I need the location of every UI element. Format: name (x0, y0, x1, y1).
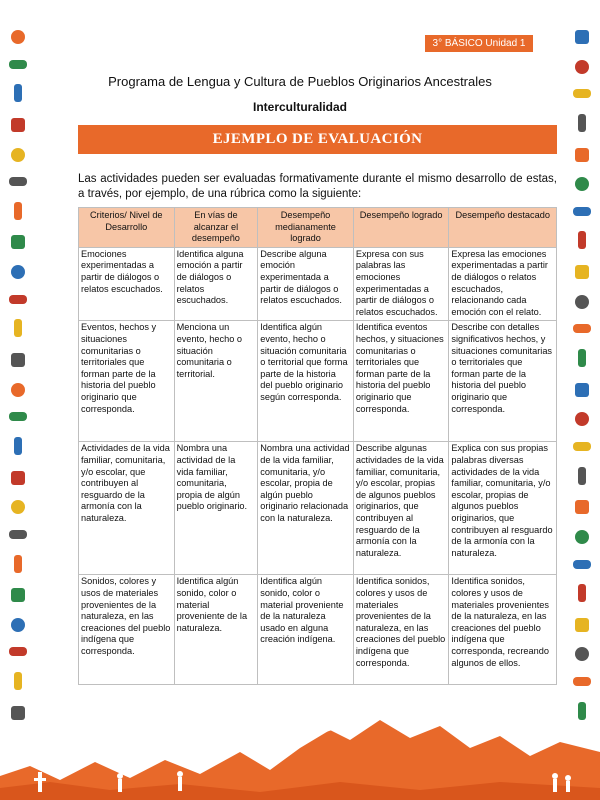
decorative-icon-column-right (570, 30, 594, 720)
decorative-pattern-icon (578, 114, 586, 132)
table-cell: Identifica algún sonido, color o material proveniente de la naturaleza. (174, 575, 258, 685)
decorative-pattern-icon (14, 202, 22, 220)
footer-landscape-illustration (0, 690, 600, 800)
table-cell: Explica con sus propias palabras diversas actividades de la vida familiar, comunitaria, y/o escolar, propias de algunos pueblos originarios, que contribuyen al resguardo de la armonía con la naturaleza. (449, 442, 557, 575)
header-level-1: En vías de alcanzar el desempeño (174, 208, 258, 248)
header-level-2: Desempeño medianamente logrado (258, 208, 354, 248)
decorative-pattern-icon (575, 30, 589, 44)
grade-unit-badge: 3° BÁSICO Unidad 1 (425, 35, 533, 52)
decorative-pattern-icon (14, 555, 22, 573)
decorative-pattern-icon (578, 231, 586, 249)
decorative-pattern-icon (575, 383, 589, 397)
table-cell: Identifica eventos hechos, y situaciones comunitarias o territoriales que forman parte de la historia del pueblo originario que corresponda. (353, 321, 449, 442)
decorative-pattern-icon (11, 471, 25, 485)
table-cell: Identifica alguna emoción a partir de diálogos o relatos escuchados. (174, 247, 258, 321)
table-cell: Nombra una actividad de la vida familiar, comunitaria, y/o escolar, propia de algún pueblo originario relacionada con la naturaleza. (258, 442, 354, 575)
rubric-header-row (79, 208, 557, 248)
decorative-pattern-icon (14, 672, 22, 690)
document-subtitle: Interculturalidad (252, 100, 347, 114)
table-row (79, 575, 557, 685)
decorative-pattern-icon (11, 353, 25, 367)
decorative-pattern-icon (9, 647, 27, 656)
decorative-pattern-icon (11, 618, 25, 632)
decorative-pattern-icon (11, 148, 25, 162)
header-level-3: Desempeño logrado (353, 208, 449, 248)
decorative-pattern-icon (573, 89, 591, 98)
table-cell: Expresa con sus palabras las emociones experimentadas a partir de diálogos o relatos escuchados. (353, 247, 449, 321)
decorative-pattern-icon (9, 60, 27, 69)
header-criteria: Criterios/ Nivel de Desarrollo (79, 208, 175, 248)
decorative-pattern-icon (9, 295, 27, 304)
decorative-pattern-icon (573, 324, 591, 333)
decorative-pattern-icon (11, 118, 25, 132)
table-cell: Eventos, hechos y situaciones comunitarias o territoriales que forman parte de la historia del pueblo originario que corresponda. (79, 321, 175, 442)
table-cell: Nombra una actividad de la vida familiar, comunitaria, propia de algún pueblo originario. (174, 442, 258, 575)
table-cell: Sonidos, colores y usos de materiales provenientes de la naturaleza, en las creaciones del pueblo indígena que corresponda. (79, 575, 175, 685)
section-banner: EJEMPLO DE EVALUACIÓN (78, 125, 557, 154)
decorative-pattern-icon (573, 442, 591, 451)
decorative-pattern-icon (11, 588, 25, 602)
decorative-pattern-icon (9, 177, 27, 186)
decorative-pattern-icon (575, 500, 589, 514)
table-cell: Actividades de la vida familiar, comunitaria, y/o escolar, que contribuyen al resguardo de la armonía con la naturaleza. (79, 442, 175, 575)
table-row (79, 247, 557, 321)
table-cell: Describe alguna emoción experimentada a partir de diálogos o relatos escuchados. (258, 247, 354, 321)
decorative-pattern-icon (575, 618, 589, 632)
decorative-pattern-icon (11, 30, 25, 44)
decorative-pattern-icon (14, 437, 22, 455)
decorative-pattern-icon (575, 148, 589, 162)
decorative-pattern-icon (575, 530, 589, 544)
table-cell: Emociones experimentadas a partir de diálogos o relatos escuchados. (79, 247, 175, 321)
decorative-pattern-icon (578, 467, 586, 485)
intro-paragraph: Las actividades pueden ser evaluadas formativamente durante el mismo desarrollo de estas, a través, por ejemplo, de una rúbrica como la siguiente: (78, 173, 557, 200)
decorative-pattern-icon (9, 530, 27, 539)
table-cell: Expresa las emociones experimentadas a partir de diálogos o relatos escuchados, relacionando cada emoción con el relato. (449, 247, 557, 321)
decorative-pattern-icon (578, 584, 586, 602)
table-cell: Menciona un evento, hecho o situación comunitaria o territorial. (174, 321, 258, 442)
table-cell: Identifica algún evento, hecho o situación comunitaria o territorial que forma parte de la historia del pueblo originario según corresponda. (258, 321, 354, 442)
table-cell: Identifica sonidos, colores y usos de materiales provenientes de la naturaleza, en las creaciones del pueblo indígena que corresponda. (353, 575, 449, 685)
decorative-pattern-icon (573, 560, 591, 569)
header-level-4: Desempeño destacado (449, 208, 557, 248)
decorative-pattern-icon (575, 412, 589, 426)
decorative-pattern-icon (575, 60, 589, 74)
document-title: Programa de Lengua y Cultura de Pueblos Originarios Ancestrales (108, 74, 492, 89)
decorative-pattern-icon (11, 235, 25, 249)
table-cell: Describe con detalles significativos hechos, y situaciones comunitarias o territoriales que forman parte de la historia del pueblo originario que corresponda. (449, 321, 557, 442)
decorative-pattern-icon (11, 500, 25, 514)
table-cell: Identifica sonidos, colores y usos de materiales provenientes de la naturaleza, en las creaciones del pueblo indígena que corresponda, recreando algunos de ellos. (449, 575, 557, 685)
decorative-pattern-icon (575, 177, 589, 191)
decorative-pattern-icon (573, 207, 591, 216)
table-row (79, 442, 557, 575)
decorative-pattern-icon (11, 265, 25, 279)
decorative-pattern-icon (575, 295, 589, 309)
decorative-pattern-icon (575, 647, 589, 661)
decorative-pattern-icon (11, 383, 25, 397)
decorative-icon-column-left (6, 30, 30, 720)
decorative-pattern-icon (578, 349, 586, 367)
table-row (79, 321, 557, 442)
evaluation-rubric-table (78, 207, 557, 685)
decorative-pattern-icon (575, 265, 589, 279)
decorative-pattern-icon (9, 412, 27, 421)
table-cell: Identifica algún sonido, color o material proveniente de la naturaleza usado en alguna creación indígena. (258, 575, 354, 685)
decorative-pattern-icon (573, 677, 591, 686)
decorative-pattern-icon (14, 319, 22, 337)
table-cell: Describe algunas actividades de la vida familiar, comunitaria, y/o escolar, propias de algunos pueblos originarios, que contribuyen al resguardo de la armonía con la naturaleza. (353, 442, 449, 575)
